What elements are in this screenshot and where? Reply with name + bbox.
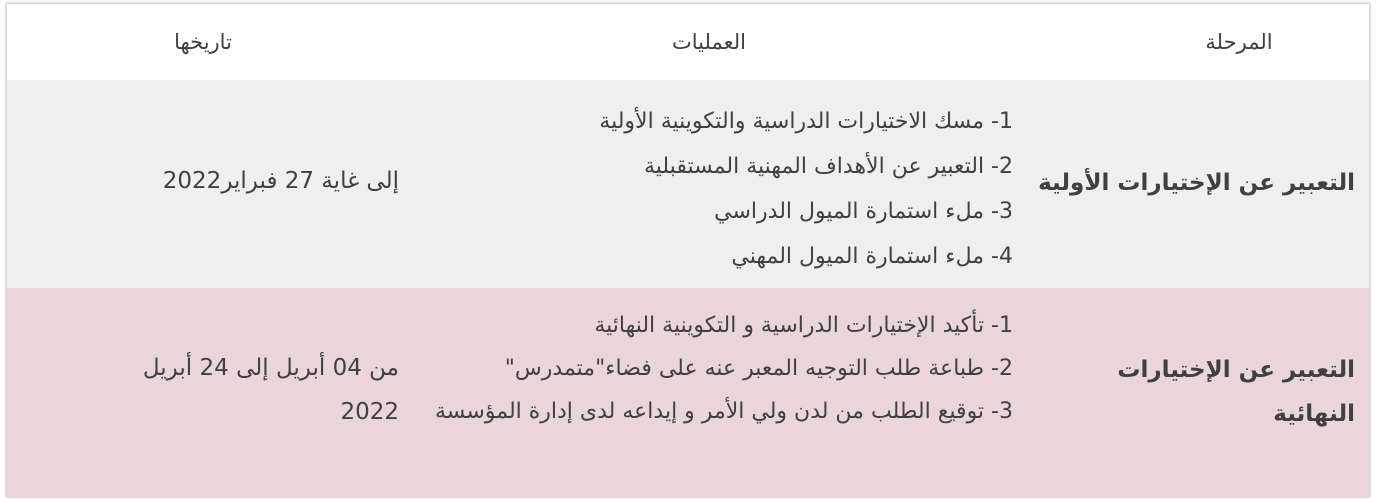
date-text: إلى غاية 27 فبراير2022 <box>162 168 399 194</box>
operation-item: 4- ملء استمارة الميول المهني <box>731 244 1013 269</box>
header-date: تاريخها <box>174 30 232 54</box>
operation-item: 1- مسك الاختيارات الدراسية والتكوينية الأولية <box>599 109 1013 134</box>
date-text: من 04 أبريل إلى 24 أبريل 2022 <box>142 355 399 425</box>
table-header-row <box>7 4 1369 80</box>
operations-list <box>419 99 1013 279</box>
stage-label: التعبير عن الإختيارات الأولية <box>1038 170 1355 196</box>
table-row <box>7 80 1369 288</box>
operations-list <box>419 304 1013 433</box>
header-stage: المرحلة <box>1205 30 1273 54</box>
operation-item: 2- طباعة طلب التوجيه المعبر عنه على فضاء"متمدرس" <box>504 356 1013 381</box>
operation-item: 3- توقيع الطلب من لدن ولي الأمر و إيداعه لدى إدارة المؤسسة <box>435 399 1013 424</box>
operation-item: 3- ملء استمارة الميول الدراسي <box>714 199 1013 224</box>
orientation-schedule-table <box>6 3 1370 497</box>
stage-label: التعبير عن الإختيارات النهائية <box>1117 357 1355 427</box>
operation-item: 2- التعبير عن الأهداف المهنية المستقبلية <box>643 154 1013 179</box>
table-row <box>7 288 1369 498</box>
header-operations: العمليات <box>672 30 746 54</box>
operation-item: 1- تأكيد الإختيارات الدراسية و التكوينية النهائية <box>594 313 1013 338</box>
